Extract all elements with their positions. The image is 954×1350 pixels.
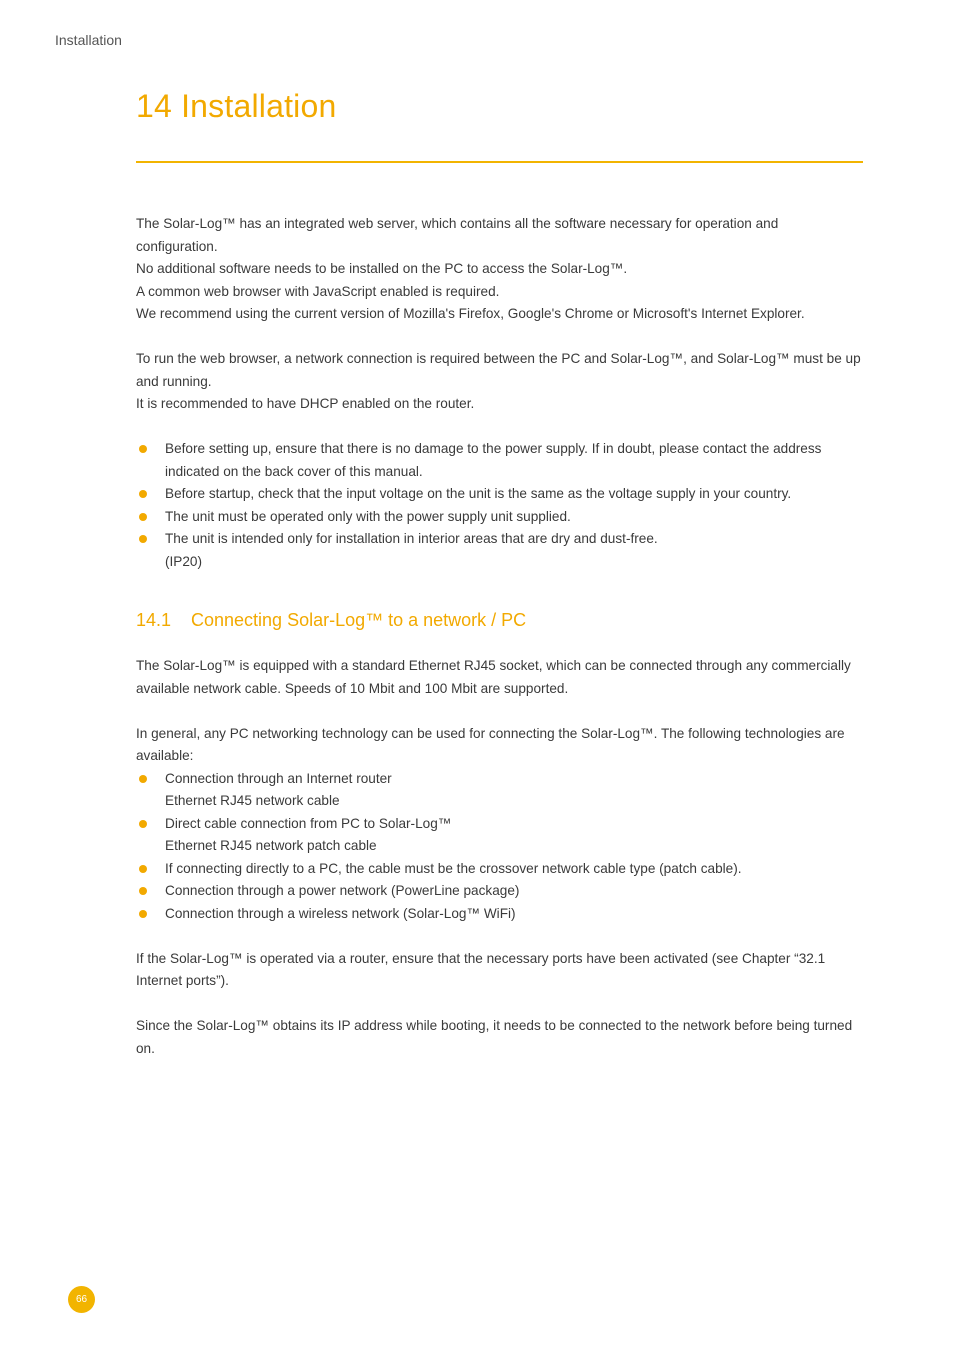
- bullet-dot-icon: [139, 820, 147, 828]
- list-item-text: The unit must be operated only with the power supply unit supplied.: [165, 508, 571, 524]
- section-title: Connecting Solar-Log™ to a network / PC: [191, 609, 527, 630]
- router-ports-paragraph: If the Solar-Log™ is operated via a router, ensure that the necessary ports have been activated (see Chapter “32.1 Internet ports”).: [136, 950, 826, 988]
- bullet-dot-icon: [139, 887, 147, 895]
- bullet-dot-icon: [139, 865, 147, 873]
- list-item: [136, 483, 863, 506]
- list-item-subtext: (IP20): [165, 553, 203, 569]
- list-item: [136, 528, 863, 573]
- intro-paragraph: We recommend using the current version of Mozilla's Firefox, Google's Chrome or Microsoft's Internet Explorer.: [136, 306, 805, 321]
- intro-paragraph: The Solar-Log™ has an integrated web server, which contains all the software necessary for operation and configuration.: [136, 216, 779, 254]
- list-item: [136, 768, 863, 813]
- bullet-dot-icon: [139, 535, 147, 543]
- list-item-text: Before startup, check that the input voltage on the unit is the same as the voltage supply in your country.: [165, 486, 792, 501]
- boot-paragraph: Since the Solar-Log™ obtains its IP address while booting, it needs to be connected to the network before being turned on.: [136, 1018, 853, 1056]
- intro-paragraph: No additional software needs to be installed on the PC to access the Solar-Log™.: [136, 261, 628, 276]
- list-item-subtext: Ethernet RJ45 network patch cable: [165, 838, 377, 853]
- list-item-text: Connection through an Internet router: [165, 770, 392, 786]
- bullet-dot-icon: [139, 775, 147, 783]
- list-item-text: Before setting up, ensure that there is no damage to the power supply. If in doubt, please contact the address indicated on the back cover of this manual.: [165, 441, 822, 479]
- list-item-text: Connection through a wireless network (Solar-Log™ WiFi): [165, 905, 516, 921]
- list-item-subtext: Ethernet RJ45 network cable: [165, 793, 340, 808]
- bullet-dot-icon: [139, 445, 147, 453]
- list-item: [136, 858, 863, 881]
- connection-bullet-list: [136, 768, 863, 926]
- network-paragraph: To run the web browser, a network connection is required between the PC and Solar-Log™, and Solar-Log™ must be up and running.: [136, 351, 861, 389]
- list-item: [136, 438, 863, 483]
- safety-bullet-list: [136, 438, 863, 573]
- page-content: [136, 213, 863, 1060]
- chapter-title: 14 Installation: [136, 88, 337, 124]
- chapter-divider: [136, 161, 863, 163]
- list-item: [136, 813, 863, 858]
- list-item-text: If connecting directly to a PC, the cable must be the crossover network cable type (patch cable).: [165, 860, 742, 876]
- bullet-dot-icon: [139, 513, 147, 521]
- bullet-dot-icon: [139, 910, 147, 918]
- list-item: [136, 903, 863, 926]
- section-number: 14.1: [136, 609, 172, 630]
- list-item: [136, 506, 863, 529]
- list-item-text: Connection through a power network (PowerLine package): [165, 883, 520, 898]
- list-item-text: Direct cable connection from PC to Solar-Log™: [165, 815, 452, 831]
- list-item-text: The unit is intended only for installation in interior areas that are dry and dust-free.: [165, 531, 658, 546]
- list-item: [136, 880, 863, 903]
- technologies-paragraph: In general, any PC networking technology can be used for connecting the Solar-Log™. The following technologies are available:: [136, 725, 845, 763]
- page-number-badge: 66: [68, 1286, 95, 1313]
- intro-paragraph: A common web browser with JavaScript enabled is required.: [136, 283, 500, 299]
- dhcp-paragraph: It is recommended to have DHCP enabled on the router.: [136, 396, 475, 411]
- ethernet-paragraph: The Solar-Log™ is equipped with a standard Ethernet RJ45 socket, which can be connected through any commercially available network cable. Speeds of 10 Mbit and 100 Mbit are supported.: [136, 658, 851, 696]
- running-header: Installation: [55, 32, 122, 48]
- section-heading: [136, 607, 863, 633]
- bullet-dot-icon: [139, 490, 147, 498]
